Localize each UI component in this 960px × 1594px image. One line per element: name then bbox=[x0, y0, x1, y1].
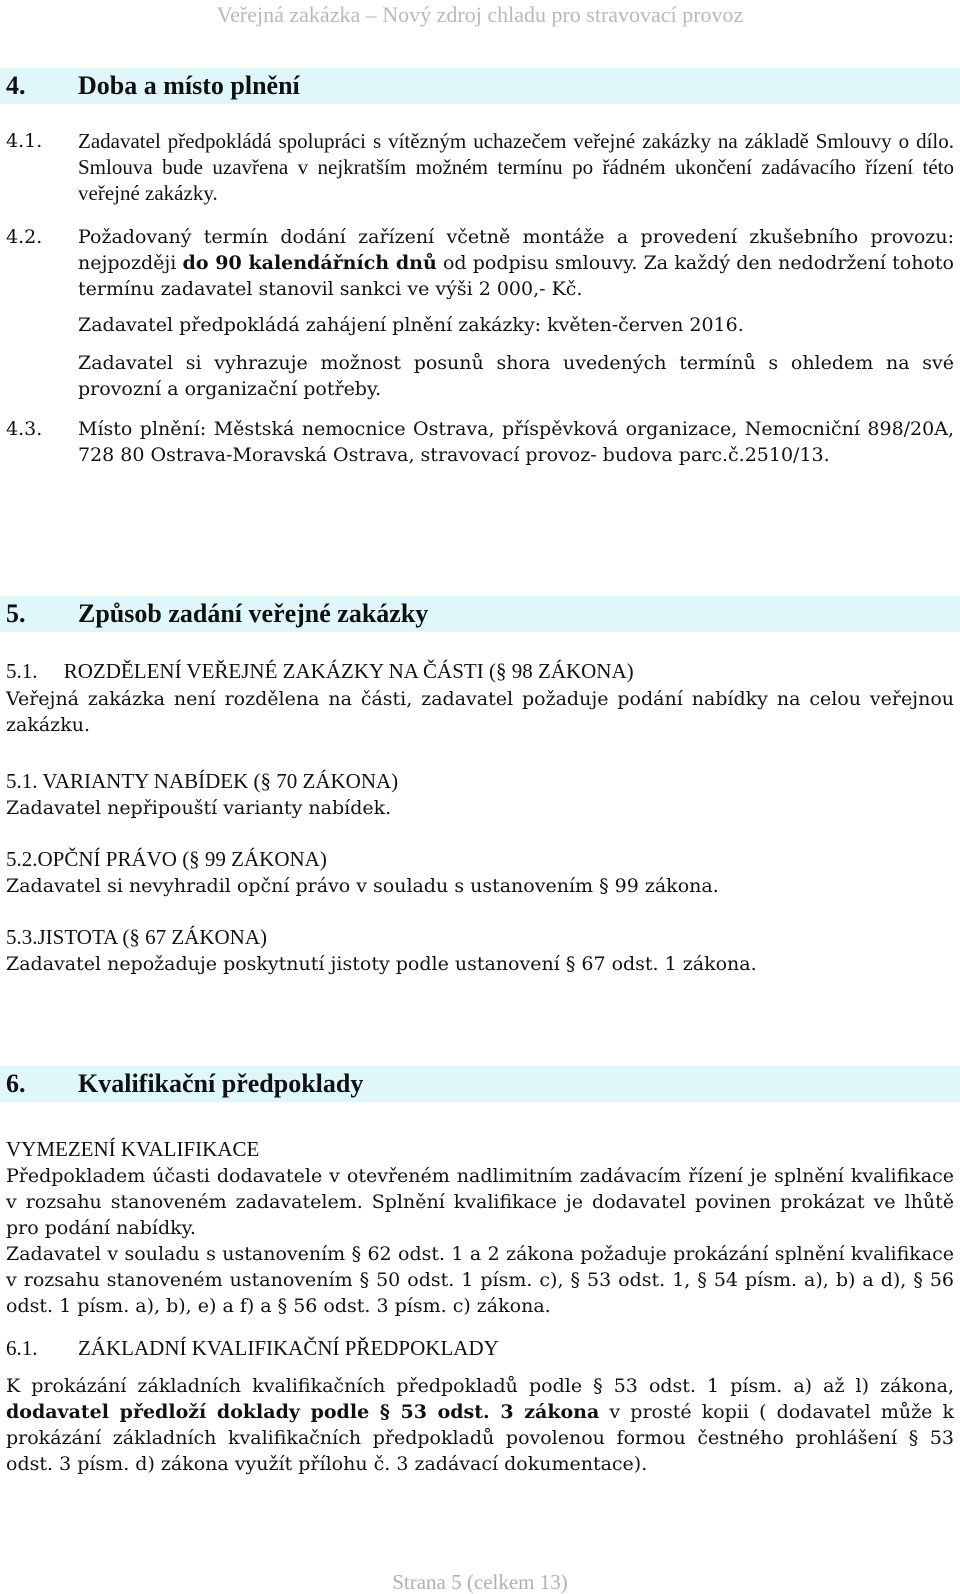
para-4-2 bbox=[78, 224, 954, 302]
para-6-1-documents: dodavatel předloží doklady podle § 53 odst. 3 zákona bbox=[6, 1401, 600, 1423]
section-4-title: Doba a místo plnění bbox=[78, 71, 300, 100]
para-4-3-number: 4.3. bbox=[6, 418, 43, 440]
section-6-title: Kvalifikační předpoklady bbox=[78, 1069, 364, 1098]
para-5-1-heading: 5.1. ROZDĚLENÍ VEŘEJNÉ ZAKÁZKY NA ČÁSTI (§ 98 ZÁKONA) bbox=[6, 659, 634, 683]
para-4-2-reserve: Zadavatel si vyhrazuje možnost posunů shora uvedených termínů s ohledem na své provozní a organizační potřeby. bbox=[78, 352, 954, 400]
para-4-2-number: 4.2. bbox=[6, 226, 43, 248]
para-6-1-number: 6.1. bbox=[6, 1336, 38, 1360]
section-4-number: 4. bbox=[6, 71, 26, 100]
para-5-3-heading: 5.3.JISTOTA (§ 67 ZÁKONA) bbox=[6, 925, 268, 949]
qualification-para-1: Předpokladem účasti dodavatele v otevřeném nadlimitním zadávacím řízení je splnění kvalifikace v rozsahu stanoveném zadavatelem. Splnění kvalifikace je dodavatel povinen prokázat ve lhůtě pro podání nabídky. bbox=[6, 1165, 954, 1239]
para-6-1-text-a: K prokázání základních kvalifikačních předpokladů podle § 53 odst. 1 písm. a) až l) zákona, bbox=[6, 1375, 954, 1397]
para-6-1 bbox=[6, 1373, 954, 1477]
para-4-2-start: Zadavatel předpokládá zahájení plnění zakázky: květen-červen 2016. bbox=[78, 314, 744, 336]
page-footer: Strana 5 (celkem 13) bbox=[392, 1570, 568, 1594]
para-4-3: Místo plnění: Městská nemocnice Ostrava, příspěvková organizace, Nemocniční 898/20A, 728 80 Ostrava-Moravská Ostrava, stravovací provoz- budova parc.č.2510/13. bbox=[78, 418, 954, 466]
para-5-2: Zadavatel si nevyhradil opční právo v souladu s ustanovením § 99 zákona. bbox=[6, 875, 719, 897]
para-5-1-variants: Zadavatel nepřipouští varianty nabídek. bbox=[6, 797, 392, 819]
para-4-2-text-a: Požadovaný termín dodání zařízení včetně montáže a provedení zkušebního provozu: nejpozději bbox=[78, 226, 954, 274]
para-4-1-number: 4.1. bbox=[6, 130, 43, 152]
para-5-2-heading: 5.2.OPČNÍ PRÁVO (§ 99 ZÁKONA) bbox=[6, 847, 327, 871]
qualification-para-2: Zadavatel v souladu s ustanovením § 62 odst. 1 a 2 zákona požaduje prokázání splnění kvalifikace v rozsahu stanoveném ustanovením § 50 odst. 1 písm. c), § 53 odst. 1, § 54 písm. a), b) a d), § 56 odst. 1 písm. a), b), e) a f) a § 56 odst. 3 písm. c) zákona. bbox=[6, 1243, 954, 1317]
para-5-3: Zadavatel nepožaduje poskytnutí jistoty podle ustanovení § 67 odst. 1 zákona. bbox=[6, 953, 757, 975]
section-5-number: 5. bbox=[6, 599, 26, 628]
section-6-number: 6. bbox=[6, 1069, 26, 1098]
para-6-1-text-b: v prosté kopii ( dodavatel může k prokázání základních kvalifikačních předpokladů povolenou formou čestného prohlášení § 53 odst. 3 písm. d) zákona využít přílohu č. 3 zadávací dokumentace). bbox=[6, 1401, 954, 1475]
para-4-1: Zadavatel předpokládá spolupráci s vítězným uchazečem veřejné zakázky na základě Smlouvy o dílo. Smlouva bude uzavřena v nejkratším možném termínu po řádném ukončení zadávacího řízení této veřejné zakázky. bbox=[78, 129, 954, 205]
para-4-2-deadline: do 90 kalendářních dnů bbox=[182, 252, 437, 274]
para-4-2-text-b: od podpisu smlouvy. Za každý den nedodržení tohoto termínu zadavatel stanovil sankci ve výši 2 000,- Kč. bbox=[78, 252, 954, 300]
running-header: Veřejná zakázka – Nový zdroj chladu pro stravovací provoz bbox=[216, 2, 744, 27]
section-5-title: Způsob zadání veřejné zakázky bbox=[78, 599, 429, 628]
para-5-1-variants-heading: 5.1. VARIANTY NABÍDEK (§ 70 ZÁKONA) bbox=[6, 769, 399, 793]
para-5-1: Veřejná zakázka není rozdělena na části, zadavatel požaduje podání nabídky na celou veřejnou zakázku. bbox=[6, 688, 954, 736]
para-6-1-heading: ZÁKLADNÍ KVALIFIKAČNÍ PŘEDPOKLADY bbox=[78, 1336, 499, 1360]
qualification-heading: VYMEZENÍ KVALIFIKACE bbox=[6, 1137, 260, 1161]
